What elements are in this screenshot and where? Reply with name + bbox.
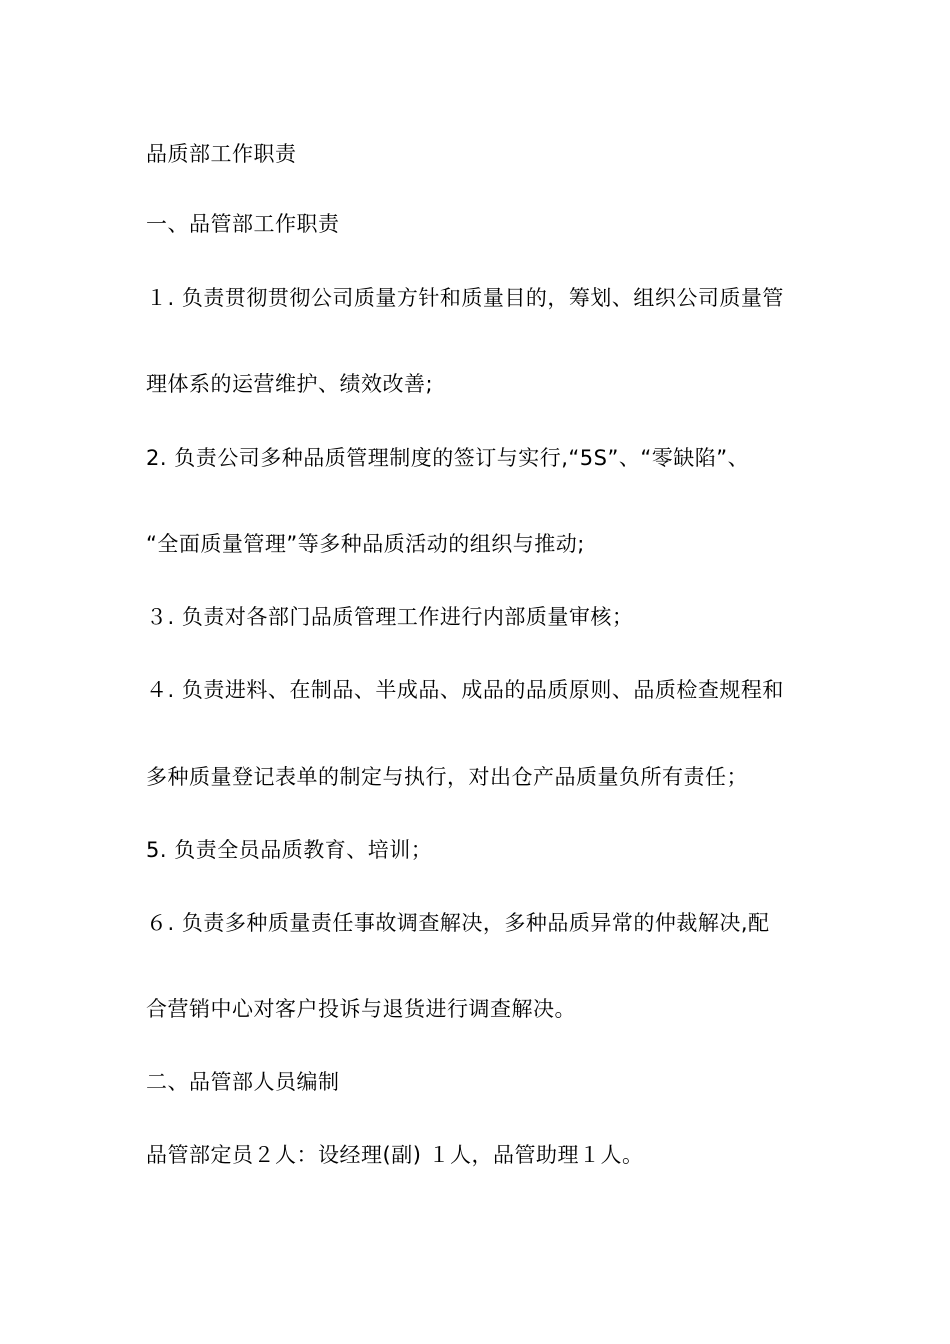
duty-item-3: ３. 负责对各部门品质管理工作进行内部质量审核； (146, 605, 634, 629)
duty-item-1-line-1: １. 负责贯彻贯彻公司质量方针和质量目的，筹划、组织公司质量管 (146, 286, 784, 310)
staffing-text: 品管部定员２人：设经理(副) １人，品管助理１人。 (146, 1143, 644, 1167)
duty-item-5: 5. 负责全员品质教育、培训； (146, 838, 433, 862)
section-heading-staffing: 二、品管部人员编制 (146, 1070, 340, 1094)
duty-item-1-line-2: 理体系的运营维护、绩效改善; (146, 372, 434, 396)
duty-item-6-line-1: ６. 负责多种质量责任事故调查解决，多种品质异常的仲裁解决,配 (146, 911, 770, 935)
document-title: 品质部工作职责 (146, 142, 297, 166)
duty-item-6-line-2: 合营销中心对客户投诉与退货进行调查解决。 (146, 997, 576, 1021)
duty-item-2-line-2: “全面质量管理”等多种品质活动的组织与推动; (146, 532, 585, 556)
duty-item-4-line-2: 多种质量登记表单的制定与执行，对出仓产品质量负所有责任； (146, 765, 748, 789)
duty-item-4-line-1: ４. 负责进料、在制品、半成品、成品的品质原则、品质检查规程和 (146, 678, 784, 702)
section-heading-duties: 一、品管部工作职责 (146, 212, 340, 236)
duty-item-2-line-1: 2. 负责公司多种品质管理制度的签订与实行,“5S”、“零缺陷”、 (146, 446, 750, 470)
